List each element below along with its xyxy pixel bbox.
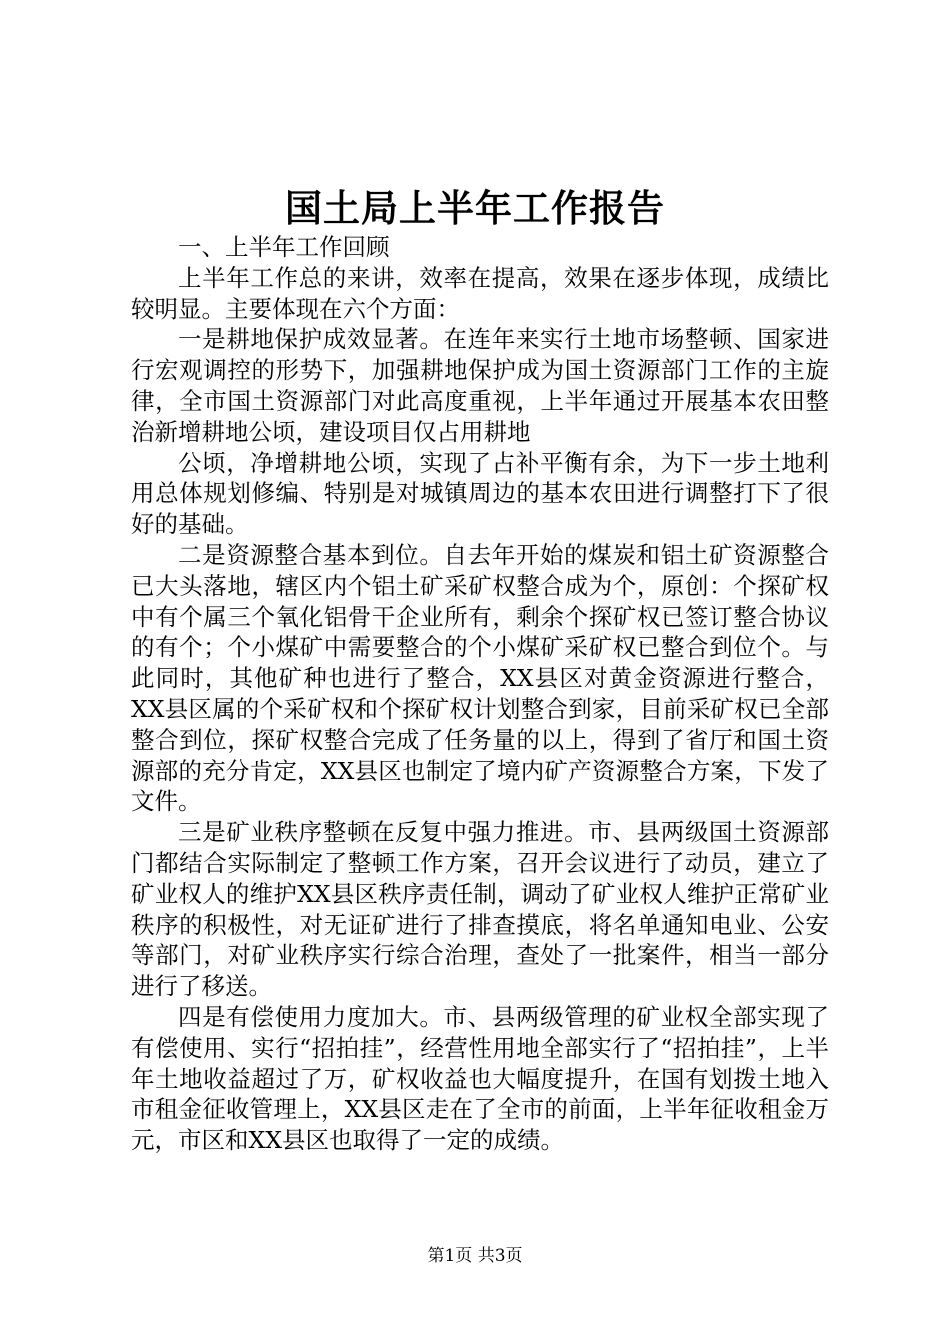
document-title: 国土局上半年工作报告 bbox=[285, 186, 665, 230]
section-heading: 一、上半年工作回顾 bbox=[178, 233, 390, 261]
paragraph-intro: 上半年工作总的来讲，效率在提高，效果在逐步体现，成绩比较明显。主要体现在六个方面： bbox=[131, 263, 829, 323]
paragraph-farmland: 一是耕地保护成效显著。在连年来实行土地市场整顿、国家进行宏观调控的形势下，加强耕地保护成为国土资源部门工作的主旋律，全市国土资源部门对此高度重视，上半年通过开展基本农田整治新增耕地公顷，建设项目仅占用耕地 bbox=[131, 325, 829, 446]
paragraph-resources: 二是资源整合基本到位。自去年开始的煤炭和铝土矿资源整合已大头落地，辖区内个铝土矿采矿权整合成为个，原创：个探矿权中有个属三个氧化铝骨干企业所有，剩余个探矿权已签订整合协议的有个；个小煤矿中需要整合的个小煤矿采矿权已整合到位个。与此同时，其他矿种也进行了整合，XX县区对黄金资源进行整合，XX县区属的个采矿权和个探矿权计划整合到家，目前采矿权已全部整合到位，探矿权整合完成了任务量的以上，得到了省厅和国土资源部的充分肯定，XX县区也制定了境内矿产资源整合方案，下发了文件。 bbox=[131, 540, 829, 816]
document-body bbox=[131, 232, 829, 1156]
paragraph-farmland-cont: 公顷，净增耕地公顷，实现了占补平衡有余，为下一步土地利用总体规划修编、特别是对城镇周边的基本农田进行调整打下了很好的基础。 bbox=[131, 448, 829, 539]
page-footer: 第1页 共3页 bbox=[427, 1246, 523, 1266]
paragraph-paid-use: 四是有偿使用力度加大。市、县两级管理的矿业权全部实现了有偿使用、实行“招拍挂”，经营性用地全部实行了“招拍挂”，上半年土地收益超过了万，矿权收益也大幅度提升，在国有划拨土地入市租金征收管理上，XX县区走在了全市的前面，上半年征收租金万元，市区和XX县区也取得了一定的成绩。 bbox=[131, 1002, 829, 1155]
paragraph-mining-order: 三是矿业秩序整顿在反复中强力推进。市、县两级国土资源部门都结合实际制定了整顿工作方案，召开会议进行了动员，建立了矿业权人的维护XX县区秩序责任制，调动了矿业权人维护正常矿业秩序的积极性，对无证矿进行了排查摸底，将名单通知电业、公安等部门，对矿业秩序实行综合治理，查处了一批案件，相当一部分进行了移送。 bbox=[131, 818, 829, 1001]
